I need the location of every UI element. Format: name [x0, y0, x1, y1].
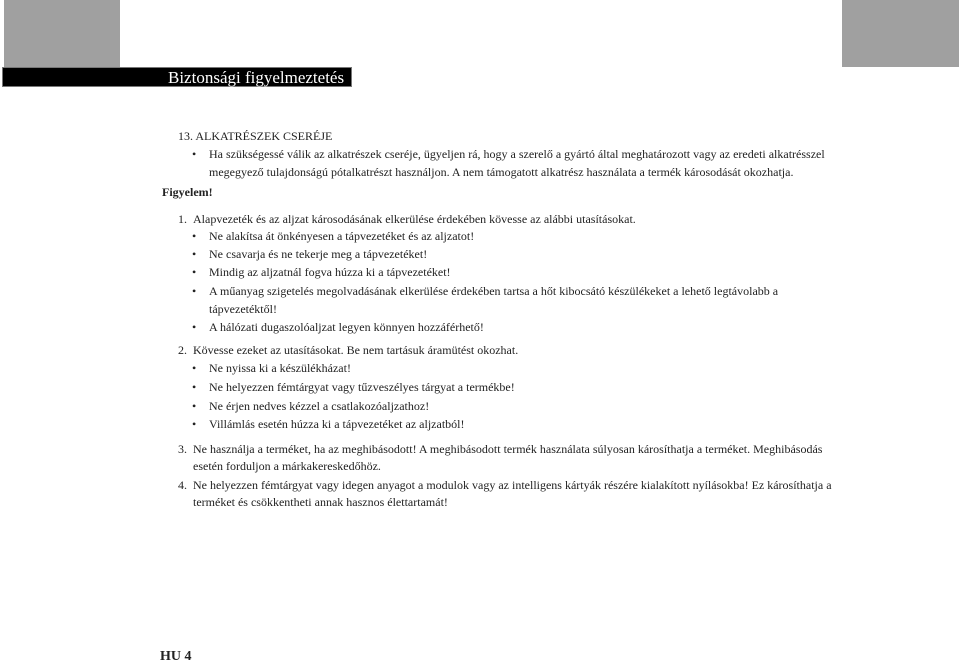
item-2-text: Kövesse ezeket az utasításokat. Be nem tartásuk áramütést okozhat. — [193, 343, 519, 357]
item-2-bullet: Ne helyezzen fémtárgyat vagy tűzveszélyes tárgyat a termékbe! — [209, 380, 515, 394]
bullet-marker: • — [192, 147, 197, 161]
warning-label: Figyelem! — [162, 185, 213, 199]
item-1-number: 1. — [178, 212, 187, 226]
item-3-text-line-1: Ne használja a terméket, ha az meghibásodott! A meghibásodott termék használata súlyosan károsíthatja a terméket. Meghibásodás — [193, 442, 823, 456]
item-2-bullet: Ne nyissa ki a készülékházat! — [209, 361, 351, 375]
item-1-bullet: A műanyag szigetelés megolvadásának elkerülése érdekében tartsa a hőt kibocsátó készülékeket a lehető legtávolabb a — [209, 284, 779, 298]
item-1-bullet-continuation: tápvezetéktől! — [209, 302, 277, 316]
item-4-number: 4. — [178, 478, 187, 492]
bullet-marker: • — [192, 380, 197, 394]
item-1-bullet: A hálózati dugaszolóaljzat legyen könnyen hozzáférhető! — [209, 320, 484, 334]
bullet-marker: • — [192, 284, 197, 298]
item-1-bullet: Ne csavarja és ne tekerje meg a tápvezetéket! — [209, 247, 428, 261]
top-right-grey-block — [842, 0, 959, 67]
bullet-marker: • — [192, 361, 197, 375]
item-3-number: 3. — [178, 442, 187, 456]
item-1-bullet: Ne alakítsa át önkényesen a tápvezetéket és az aljzatot! — [209, 229, 475, 243]
item-1-bullet: Mindig az aljzatnál fogva húzza ki a tápvezetéket! — [209, 265, 451, 279]
section-13-bullet-line-1: Ha szükségessé válik az alkatrészek cseréje, ügyeljen rá, hogy a szerelő a gyártó által meghatározott vagy az eredeti alkatrésszel — [209, 147, 825, 161]
bullet-marker: • — [192, 399, 197, 413]
section-13-heading: 13. ALKATRÉSZEK CSERÉJE — [178, 129, 333, 143]
bullet-marker: • — [192, 247, 197, 261]
bullet-marker: • — [192, 229, 197, 243]
bullet-marker: • — [192, 417, 197, 431]
item-1-text: Alapvezeték és az aljzat károsodásának elkerülése érdekében kövesse az alábbi utasításokat. — [193, 212, 636, 226]
item-2-number: 2. — [178, 343, 187, 357]
item-2-bullet: Villámlás esetén húzza ki a tápvezetéket az aljzatból! — [209, 417, 465, 431]
top-left-grey-block — [4, 0, 120, 67]
section-title: Biztonsági figyelmeztetés — [168, 68, 345, 87]
section-header-bar — [2, 67, 352, 87]
item-3-text-line-2: esetén forduljon a márkakereskedőhöz. — [193, 459, 381, 473]
item-4-text-line-1: Ne helyezzen fémtárgyat vagy idegen anyagot a modulok vagy az intelligens kártyák részére kialakított nyílásokba! Ez károsíthatja a — [193, 478, 832, 492]
section-13-bullet-line-2: megegyező tulajdonságú pótalkatrészt használjon. A nem támogatott alkatrész használata a termék károsodását okozhatja. — [209, 165, 794, 179]
page-number: HU 4 — [160, 649, 192, 664]
item-2-bullet: Ne érjen nedves kézzel a csatlakozóaljzathoz! — [209, 399, 430, 413]
item-4-text-line-2: terméket és csökkentheti annak hasznos élettartamát! — [193, 495, 448, 509]
bullet-marker: • — [192, 320, 197, 334]
bullet-marker: • — [192, 265, 197, 279]
